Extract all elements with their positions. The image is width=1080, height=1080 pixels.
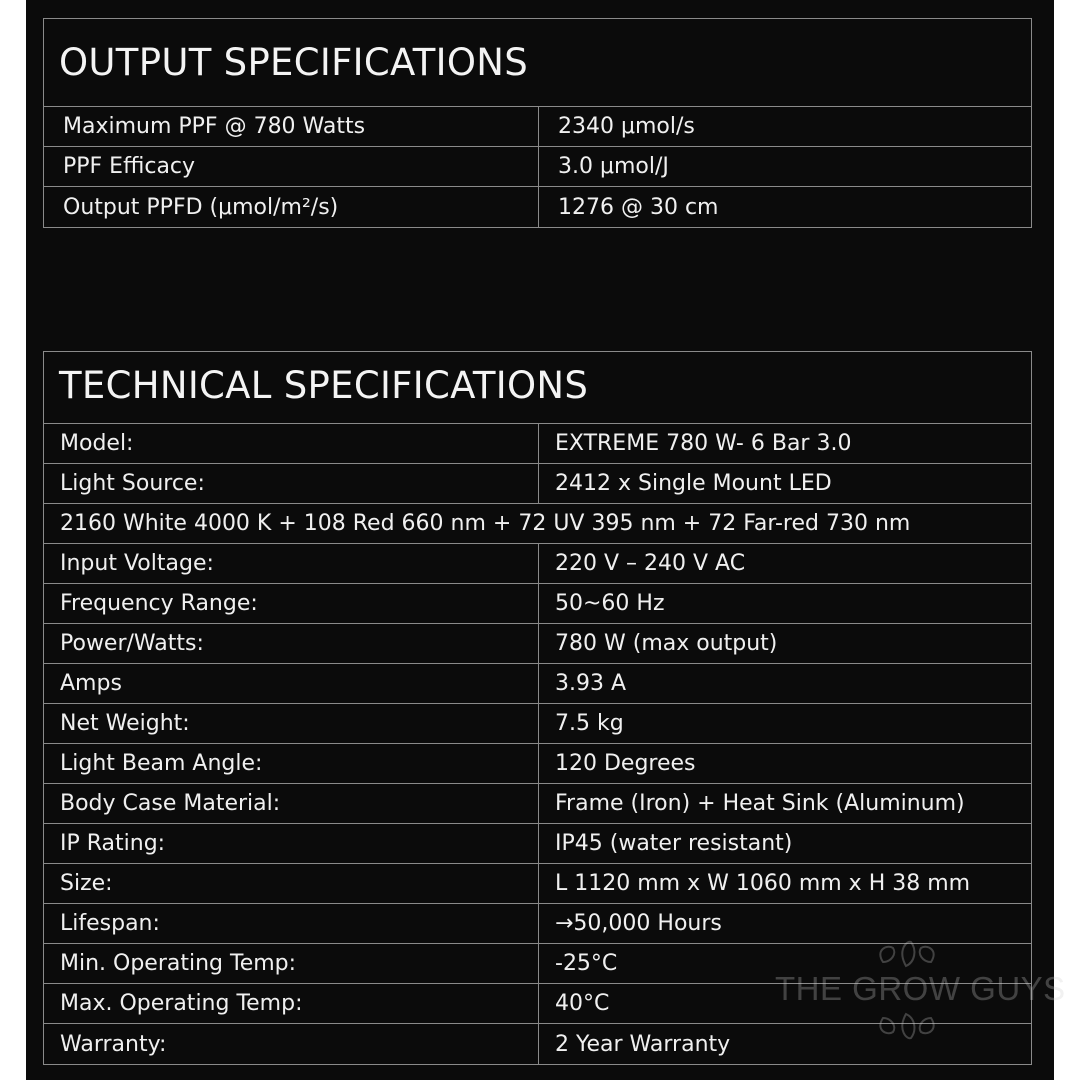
spec-label: Size: xyxy=(44,864,539,903)
spec-value: EXTREME 780 W- 6 Bar 3.0 xyxy=(555,431,852,456)
spec-value: L 1120 mm x W 1060 mm x H 38 mm xyxy=(555,871,971,896)
watermark-text: THE GROW GUYS xyxy=(775,970,1066,1007)
spec-value: 7.5 kg xyxy=(555,711,624,736)
table-row xyxy=(44,584,1031,624)
spec-label: Input Voltage: xyxy=(44,544,539,583)
spec-value: 1276 @ 30 cm xyxy=(558,194,719,220)
table-row xyxy=(44,664,1031,704)
spec-label: Warranty: xyxy=(44,1024,539,1064)
spec-label: Net Weight: xyxy=(44,704,539,743)
spec-value: 780 W (max output) xyxy=(555,631,778,656)
spec-label: Lifespan: xyxy=(44,904,539,943)
spec-value: 2340 μmol/s xyxy=(558,114,695,139)
table-row xyxy=(44,147,1031,187)
output-specifications-table xyxy=(43,18,1032,228)
table-row xyxy=(44,107,1031,147)
table-row xyxy=(44,704,1031,744)
table-row xyxy=(44,984,1031,1024)
spec-label: Maximum PPF @ 780 Watts xyxy=(44,107,539,146)
spec-label: Model: xyxy=(44,424,539,463)
table-row xyxy=(44,424,1031,464)
led-composition-text: 2160 White 4000 K + 108 Red 660 nm + 72 UV 395 nm + 72 Far-red 730 nm xyxy=(60,511,911,536)
table-row xyxy=(44,544,1031,584)
spec-label: Frequency Range: xyxy=(44,584,539,623)
spec-label: IP Rating: xyxy=(44,824,539,863)
spec-value: Frame (Iron) + Heat Sink (Aluminum) xyxy=(555,791,965,816)
table-row-led-composition xyxy=(44,504,1031,544)
spec-label: Output PPFD (μmol/m²/s) xyxy=(44,187,539,227)
table-row xyxy=(44,464,1031,504)
table-row xyxy=(44,744,1031,784)
spec-value: 3.93 A xyxy=(555,671,627,696)
spec-label: Max. Operating Temp: xyxy=(44,984,539,1023)
spec-label: PPF Efficacy xyxy=(44,147,539,186)
spec-label: Body Case Material: xyxy=(44,784,539,823)
technical-specifications-title: TECHNICAL SPECIFICATIONS xyxy=(44,352,1031,424)
table-row xyxy=(44,944,1031,984)
table-row xyxy=(44,824,1031,864)
spec-value: -25°C xyxy=(555,951,618,976)
spec-value: 120 Degrees xyxy=(555,751,696,776)
spec-label: Power/Watts: xyxy=(44,624,539,663)
spec-value: 2 Year Warranty xyxy=(555,1031,731,1057)
output-specifications-title: OUTPUT SPECIFICATIONS xyxy=(44,19,1031,107)
spec-label: Light Source: xyxy=(44,464,539,503)
spec-value: 3.0 μmol/J xyxy=(558,154,669,179)
spec-value: 50~60 Hz xyxy=(555,591,665,616)
table-row xyxy=(44,624,1031,664)
technical-specifications-table xyxy=(43,351,1032,1065)
spec-label: Min. Operating Temp: xyxy=(44,944,539,983)
table-row xyxy=(44,187,1031,227)
spec-value: 220 V – 240 V AC xyxy=(555,551,746,576)
spec-value: →50,000 Hours xyxy=(555,911,722,936)
table-row xyxy=(44,784,1031,824)
spec-label: Amps xyxy=(44,664,539,703)
spec-value: IP45 (water resistant) xyxy=(555,831,793,856)
table-row xyxy=(44,904,1031,944)
spec-value: 40°C xyxy=(555,991,610,1016)
spec-value: 2412 x Single Mount LED xyxy=(555,471,832,496)
spec-label: Light Beam Angle: xyxy=(44,744,539,783)
table-row xyxy=(44,1024,1031,1064)
table-row xyxy=(44,864,1031,904)
